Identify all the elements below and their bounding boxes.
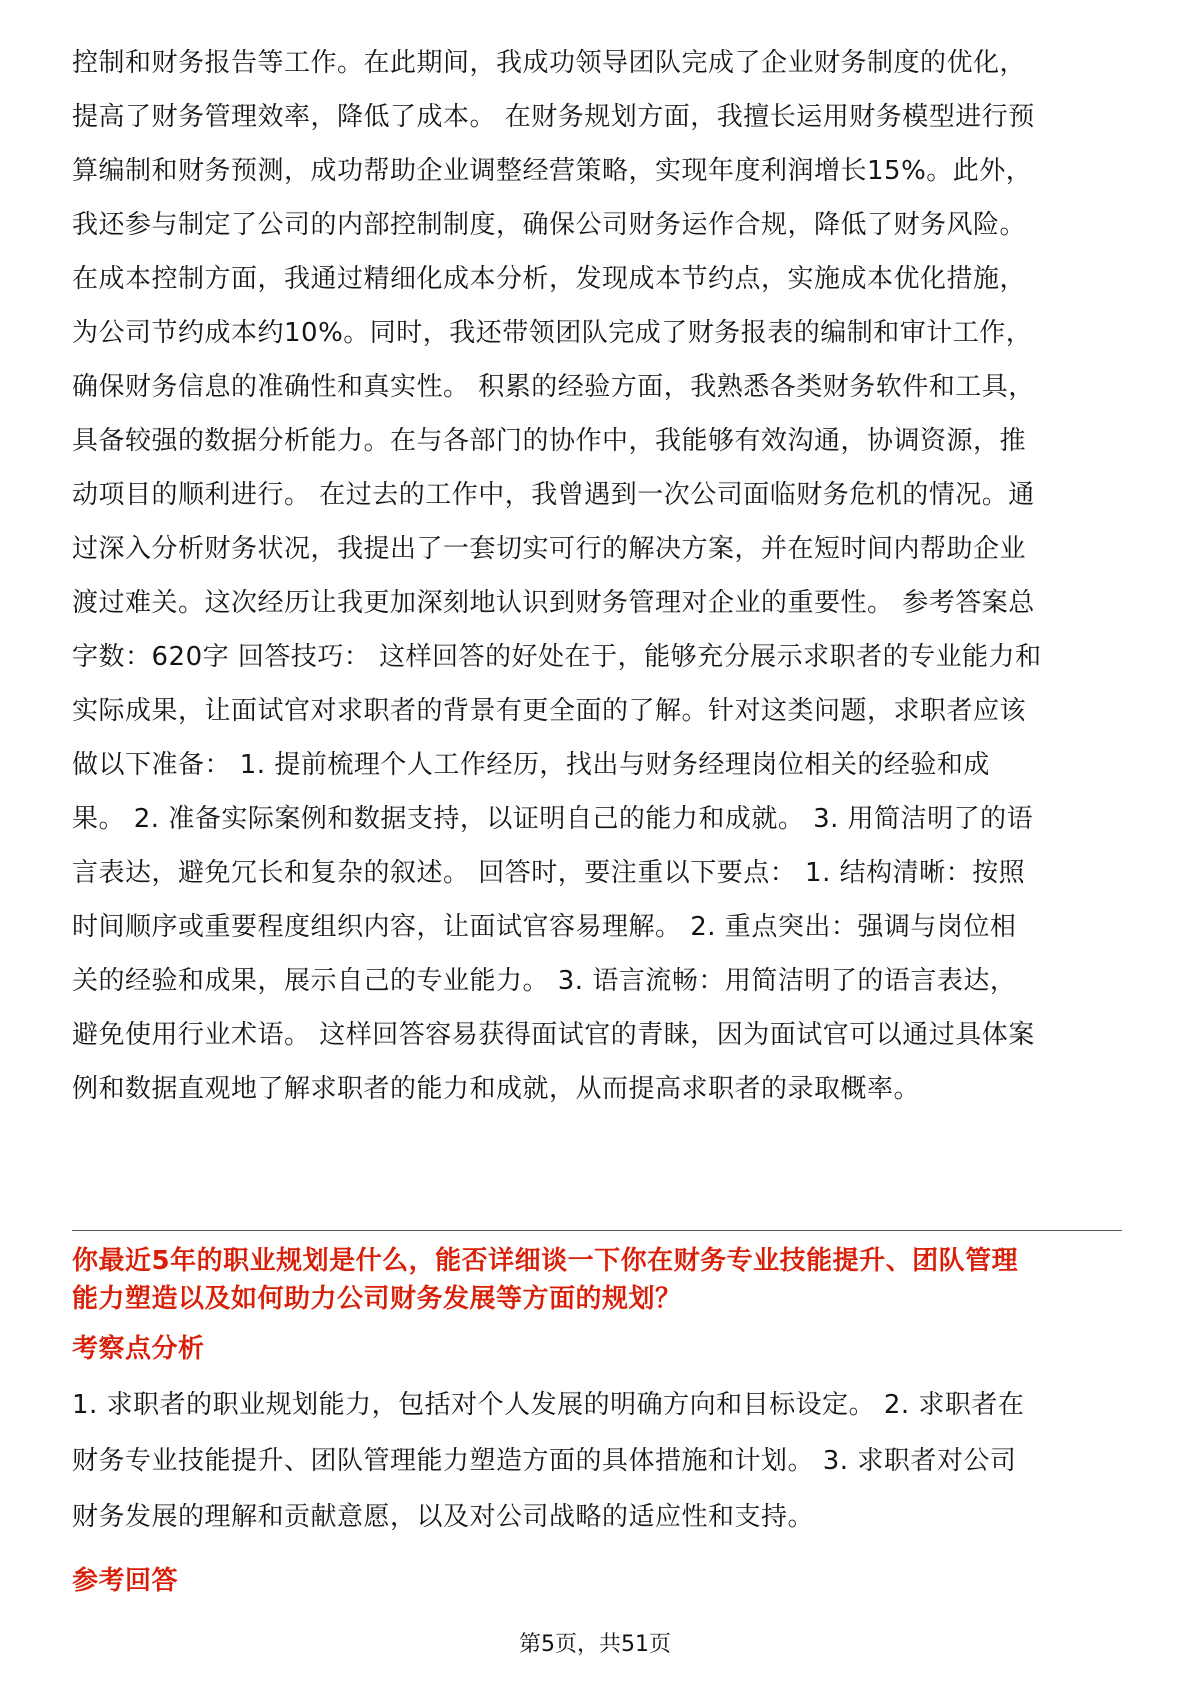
analysis-line: 财务发展的理解和贡献意愿，以及对公司战略的适应性和支持。 (72, 1502, 815, 1532)
body-line: 渡过难关。这次经历让我更加深刻地认识到财务管理对企业的重要性。 参考答案总 (72, 588, 1035, 618)
body-line: 为公司节约成本约10%。同时，我还带领团队完成了财务报表的编制和审计工作， (72, 318, 1033, 348)
body-line: 果。 2. 准备实际案例和数据支持，以证明自己的能力和成就。 3. 用简洁明了的语 (72, 804, 1034, 834)
body-line: 我还参与制定了公司的内部控制制度，确保公司财务运作合规，降低了财务风险。 (72, 210, 1027, 240)
analysis-line: 1. 求职者的职业规划能力，包括对个人发展的明确方向和目标设定。 2. 求职者在 (72, 1390, 1025, 1420)
analysis-heading: 考察点分析 (72, 1334, 205, 1364)
body-line: 在成本控制方面，我通过精细化成本分析，发现成本节约点，实施成本优化措施， (72, 264, 1027, 294)
answer-heading: 参考回答 (72, 1566, 179, 1596)
body-line: 言表达，避免冗长和复杂的叙述。 回答时，要注重以下要点： 1. 结构清晰：按照 (72, 858, 1026, 888)
question-line: 能力塑造以及如何助力公司财务发展等方面的规划？ (72, 1284, 682, 1314)
body-line: 过深入分析财务状况，我提出了一套切实可行的解决方案，并在短时间内帮助企业 (72, 534, 1027, 564)
section-divider (72, 1230, 1122, 1231)
body-line: 关的经验和成果，展示自己的专业能力。 3. 语言流畅：用简洁明了的语言表达， (72, 966, 1017, 996)
body-line: 控制和财务报告等工作。在此期间，我成功领导团队完成了企业财务制度的优化， (72, 48, 1027, 78)
body-line: 做以下准备： 1. 提前梳理个人工作经历，找出与财务经理岗位相关的经验和成 (72, 750, 990, 780)
body-line: 例和数据直观地了解求职者的能力和成就，从而提高求职者的录取概率。 (72, 1074, 921, 1104)
question-line: 你最近5年的职业规划是什么，能否详细谈一下你在财务专业技能提升、团队管理 (72, 1246, 1019, 1276)
body-line: 实际成果，让面试官对求职者的背景有更全面的了解。针对这类问题，求职者应该 (72, 696, 1027, 726)
body-line: 时间顺序或重要程度组织内容，让面试官容易理解。 2. 重点突出：强调与岗位相 (72, 912, 1017, 942)
body-line: 动项目的顺利进行。 在过去的工作中，我曾遇到一次公司面临财务危机的情况。通 (72, 480, 1035, 510)
body-line: 提高了财务管理效率，降低了成本。 在财务规划方面，我擅长运用财务模型进行预 (72, 102, 1035, 132)
page-number: 第5页，共51页 (519, 1632, 671, 1657)
body-line: 确保财务信息的准确性和真实性。 积累的经验方面，我熟悉各类财务软件和工具， (72, 372, 1035, 402)
body-line: 算编制和财务预测，成功帮助企业调整经营策略，实现年度利润增长15%。此外， (72, 156, 1033, 186)
body-line: 字数：620字 回答技巧： 这样回答的好处在于，能够充分展示求职者的专业能力和 (72, 642, 1042, 672)
analysis-line: 财务专业技能提升、团队管理能力塑造方面的具体措施和计划。 3. 求职者对公司 (72, 1446, 1017, 1476)
body-line: 具备较强的数据分析能力。在与各部门的协作中，我能够有效沟通，协调资源，推 (72, 426, 1027, 456)
body-line: 避免使用行业术语。 这样回答容易获得面试官的青睐，因为面试官可以通过具体案 (72, 1020, 1035, 1050)
